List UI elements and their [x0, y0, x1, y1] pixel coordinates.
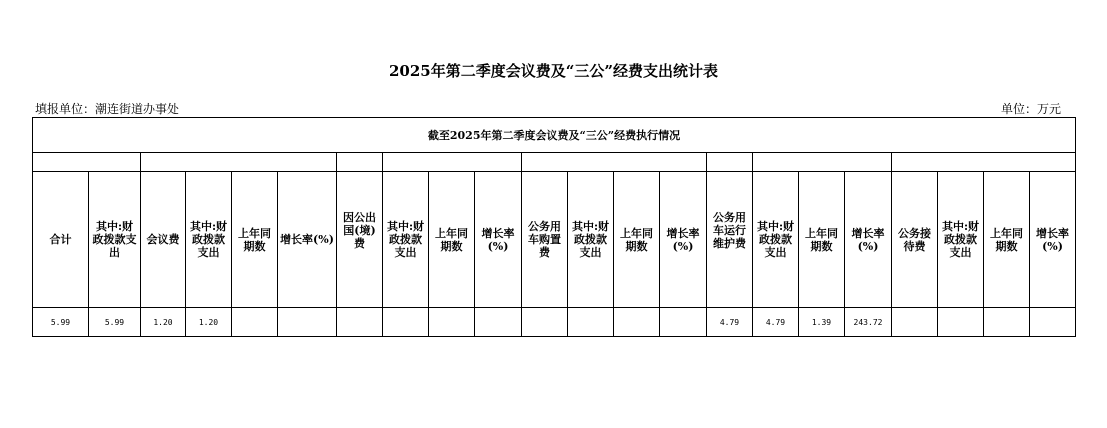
value-meeting-growth	[277, 307, 337, 337]
value-car-run-fiscal: 4.79	[752, 307, 799, 337]
header-abroad-growth: 增长率(%)	[474, 171, 522, 308]
table-banner-text: 截至2025年第二季度会议费及“三公”经费执行情况	[427, 128, 681, 142]
header-abroad-fiscal: 其中:财政拨款支出	[382, 171, 429, 308]
value-reception-last	[983, 307, 1030, 337]
value-total-fiscal: 5.99	[88, 307, 141, 337]
statistics-table	[32, 117, 1076, 337]
value-abroad-last	[428, 307, 475, 337]
header-car-buy-last: 上年同期数	[613, 171, 660, 308]
value-total: 5.99	[32, 307, 89, 337]
header-car-buy: 公务用车购置费	[521, 171, 568, 308]
value-car-run-growth: 243.72	[844, 307, 892, 337]
header-meeting-last: 上年同期数	[231, 171, 278, 308]
header-meeting: 会议费	[140, 171, 186, 308]
header-meeting-fiscal: 其中:财政拨款支出	[185, 171, 232, 308]
value-car-buy-last	[613, 307, 660, 337]
group-spacer-meeting	[140, 152, 337, 172]
value-car-run-last: 1.39	[798, 307, 845, 337]
group-spacer-total	[32, 152, 141, 172]
header-car-run-growth: 增长率(%)	[844, 171, 892, 308]
value-car-buy	[521, 307, 568, 337]
group-spacer-car-buy	[521, 152, 707, 172]
value-abroad-fiscal	[382, 307, 429, 337]
value-abroad	[336, 307, 383, 337]
value-reception	[891, 307, 938, 337]
header-total: 合计	[32, 171, 89, 308]
header-total-fiscal: 其中:财政拨款支出	[88, 171, 141, 308]
header-meeting-growth: 增长率(%)	[277, 171, 337, 308]
header-car-run: 公务用车运行维护费	[706, 152, 753, 308]
header-reception-growth: 增长率(%)	[1029, 171, 1076, 308]
value-reception-growth	[1029, 307, 1076, 337]
fill-unit-label: 填报单位：潮连街道办事处	[35, 102, 180, 116]
value-car-buy-growth	[659, 307, 707, 337]
value-reception-fiscal	[937, 307, 984, 337]
header-abroad-last: 上年同期数	[428, 171, 475, 308]
money-unit-label: 单位：万元	[1000, 102, 1061, 116]
header-abroad: 因公出国(境)费	[336, 152, 383, 308]
group-spacer-reception	[891, 152, 1076, 172]
value-meeting-fiscal: 1.20	[185, 307, 232, 337]
header-car-run-fiscal: 其中:财政拨款支出	[752, 171, 799, 308]
header-reception-fiscal: 其中:财政拨款支出	[937, 171, 984, 308]
header-reception-last: 上年同期数	[983, 171, 1030, 308]
header-car-buy-fiscal: 其中:财政拨款支出	[567, 171, 614, 308]
header-reception: 公务接待费	[891, 171, 938, 308]
value-abroad-growth	[474, 307, 522, 337]
value-car-buy-fiscal	[567, 307, 614, 337]
header-car-run-last: 上年同期数	[798, 171, 845, 308]
page-title: 2025年第二季度会议费及“三公”经费支出统计表	[388, 62, 718, 80]
value-car-run: 4.79	[706, 307, 753, 337]
table-banner	[32, 117, 1076, 153]
header-car-buy-growth: 增长率(%)	[659, 171, 707, 308]
value-meeting-last	[231, 307, 278, 337]
value-meeting: 1.20	[140, 307, 186, 337]
